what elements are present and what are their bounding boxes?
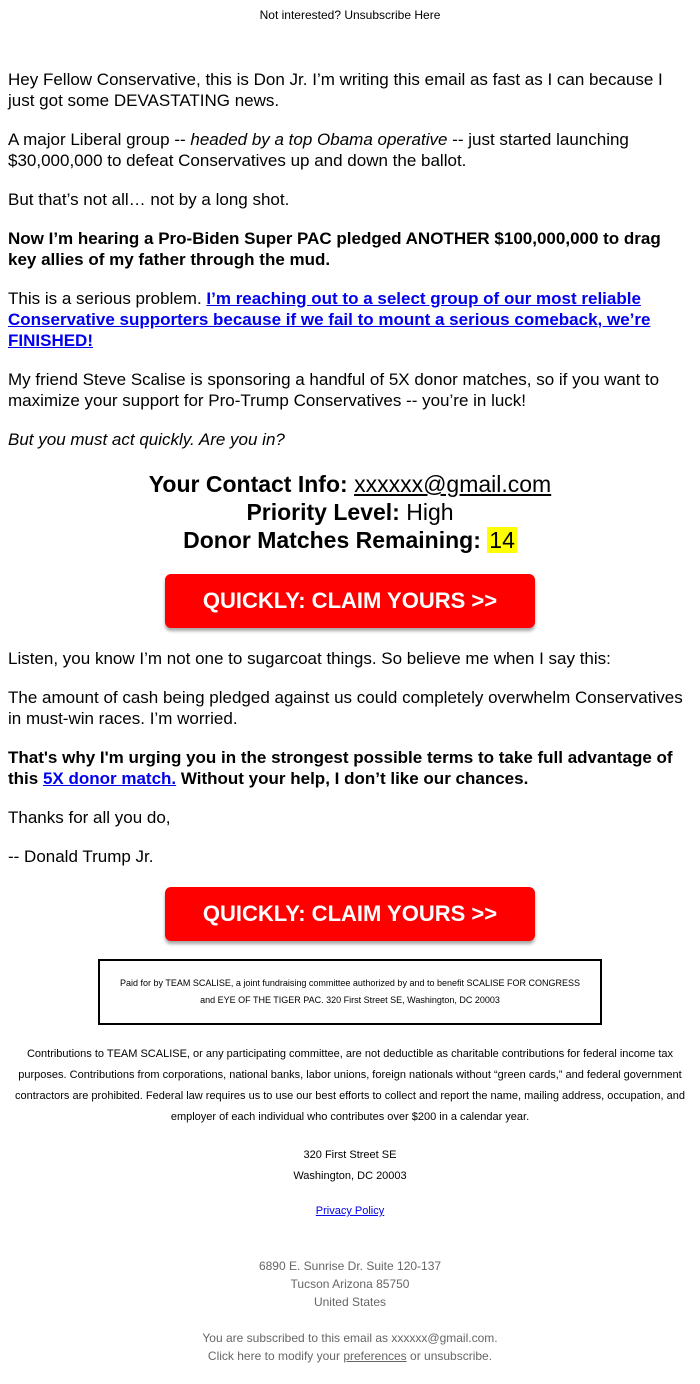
signature: -- Donald Trump Jr. <box>8 847 154 866</box>
unsubscribe-link[interactable]: Not interested? Unsubscribe Here <box>259 8 441 22</box>
email-body <box>0 69 700 941</box>
unsubscribe-bar <box>0 0 700 30</box>
paragraph-intro: Hey Fellow Conservative, this is Don Jr. I’m writing this email as fast as I can because I just got some DEVASTATING news. <box>8 70 663 110</box>
paragraph-cash-pledged: The amount of cash being pledged against us could completely overwhelm Conservatives in must-win races. I’m worried. <box>8 688 683 728</box>
committee-address <box>0 1145 700 1187</box>
paragraph-serious-problem <box>8 288 692 351</box>
cta-wrapper-2 <box>8 887 692 941</box>
paragraph-liberal-group <box>8 129 692 171</box>
donor-match-link[interactable]: 5X donor match. <box>42 769 177 788</box>
contact-info-block <box>8 470 692 554</box>
paragraph-urging <box>8 747 692 789</box>
subscriber-email: xxxxxx@gmail.com <box>391 1331 495 1345</box>
contact-label: Your Contact Info: <box>148 471 348 497</box>
priority-label: Priority Level: <box>246 499 400 525</box>
matches-label: Donor Matches Remaining: <box>183 527 481 553</box>
contact-email: xxxxxx@gmail.com <box>354 471 552 497</box>
priority-value: High <box>406 499 454 525</box>
text-segment: Click here to modify your <box>207 1349 344 1363</box>
subscribed-line <box>0 1329 700 1347</box>
italic-segment: headed by a top Obama operative <box>190 130 448 149</box>
text-segment: Without your help, I don’t like our chances. <box>176 769 529 788</box>
text-segment: . <box>494 1331 498 1345</box>
matches-line <box>8 526 692 554</box>
paragraph-sugarcoat: Listen, you know I’m not one to sugarcoat things. So believe me when I say this: <box>8 649 611 668</box>
privacy-policy-link[interactable]: Privacy Policy <box>315 1205 385 1217</box>
paragraph-donor-matches: My friend Steve Scalise is sponsoring a handful of 5X donor matches, so if you want to maximize your support for Pro-Trump Conservatives -- you’re in luck! <box>8 370 660 410</box>
paid-for-box: Paid for by TEAM SCALISE, a joint fundraising committee authorized by and to benefit SCALISE FOR CONGRESS and EYE OF THE TIGER PAC. 320 First Street SE, Washington, DC 20003 <box>98 959 602 1025</box>
paragraph-not-all: But that’s not all… not by a long shot. <box>8 190 290 209</box>
contribution-disclaimer: Contributions to TEAM SCALISE, or any participating committee, are not deductible as charitable contributions for federal income tax purposes. Contributions from corporations, national banks, labor unions, foreign nationals without “green cards,” and federal government contractors are prohibited. Federal law requires us to use our best efforts to collect and report the name, mailing address, occupation, and employer of each individual who contributes over $200 in a calendar year. <box>15 1048 685 1123</box>
claim-button[interactable]: QUICKLY: CLAIM YOURS >> <box>165 574 535 628</box>
footer <box>0 1257 700 1365</box>
text-segment: You are subscribed to this email as <box>202 1331 392 1345</box>
paragraph-super-pac: Now I’m hearing a Pro-Biden Super PAC pledged ANOTHER $100,000,000 to drag key allies of my father through the mud. <box>8 229 661 269</box>
address-line: 320 First Street SE <box>303 1149 397 1161</box>
matches-count: 14 <box>489 527 515 553</box>
text-segment: A major Liberal group -- <box>8 130 191 149</box>
supporters-link[interactable]: I’m reaching out to a select group of our most reliable Conservative supporters because if we fail to mount a serious comeback, we’re FINISHED! <box>8 289 651 350</box>
preferences-link[interactable]: preferences <box>343 1349 407 1363</box>
priority-line <box>8 498 692 526</box>
paragraph-act-quickly: But you must act quickly. Are you in? <box>8 430 285 449</box>
text-segment: That's why I'm urging you in the strongest possible terms to take full advantage of this <box>8 748 673 788</box>
privacy-row <box>0 1205 700 1217</box>
cta-wrapper <box>8 574 692 628</box>
text-segment: This is a serious problem. <box>8 289 207 308</box>
modify-line <box>0 1347 700 1365</box>
footer-address-line: 6890 E. Sunrise Dr. Suite 120-137 <box>258 1259 442 1273</box>
text-segment: or unsubscribe. <box>406 1349 493 1363</box>
address-line: Washington, DC 20003 <box>293 1170 407 1182</box>
paragraph-thanks: Thanks for all you do, <box>8 808 171 827</box>
legal-section <box>0 959 700 1217</box>
text-segment: -- just started launching $30,000,000 to defeat Conservatives up and down the ballot. <box>8 130 629 170</box>
contact-line <box>8 470 692 498</box>
claim-button-2[interactable]: QUICKLY: CLAIM YOURS >> <box>165 887 535 941</box>
footer-address-line: Tucson Arizona 85750 <box>290 1277 410 1291</box>
footer-address-line: United States <box>313 1295 387 1309</box>
